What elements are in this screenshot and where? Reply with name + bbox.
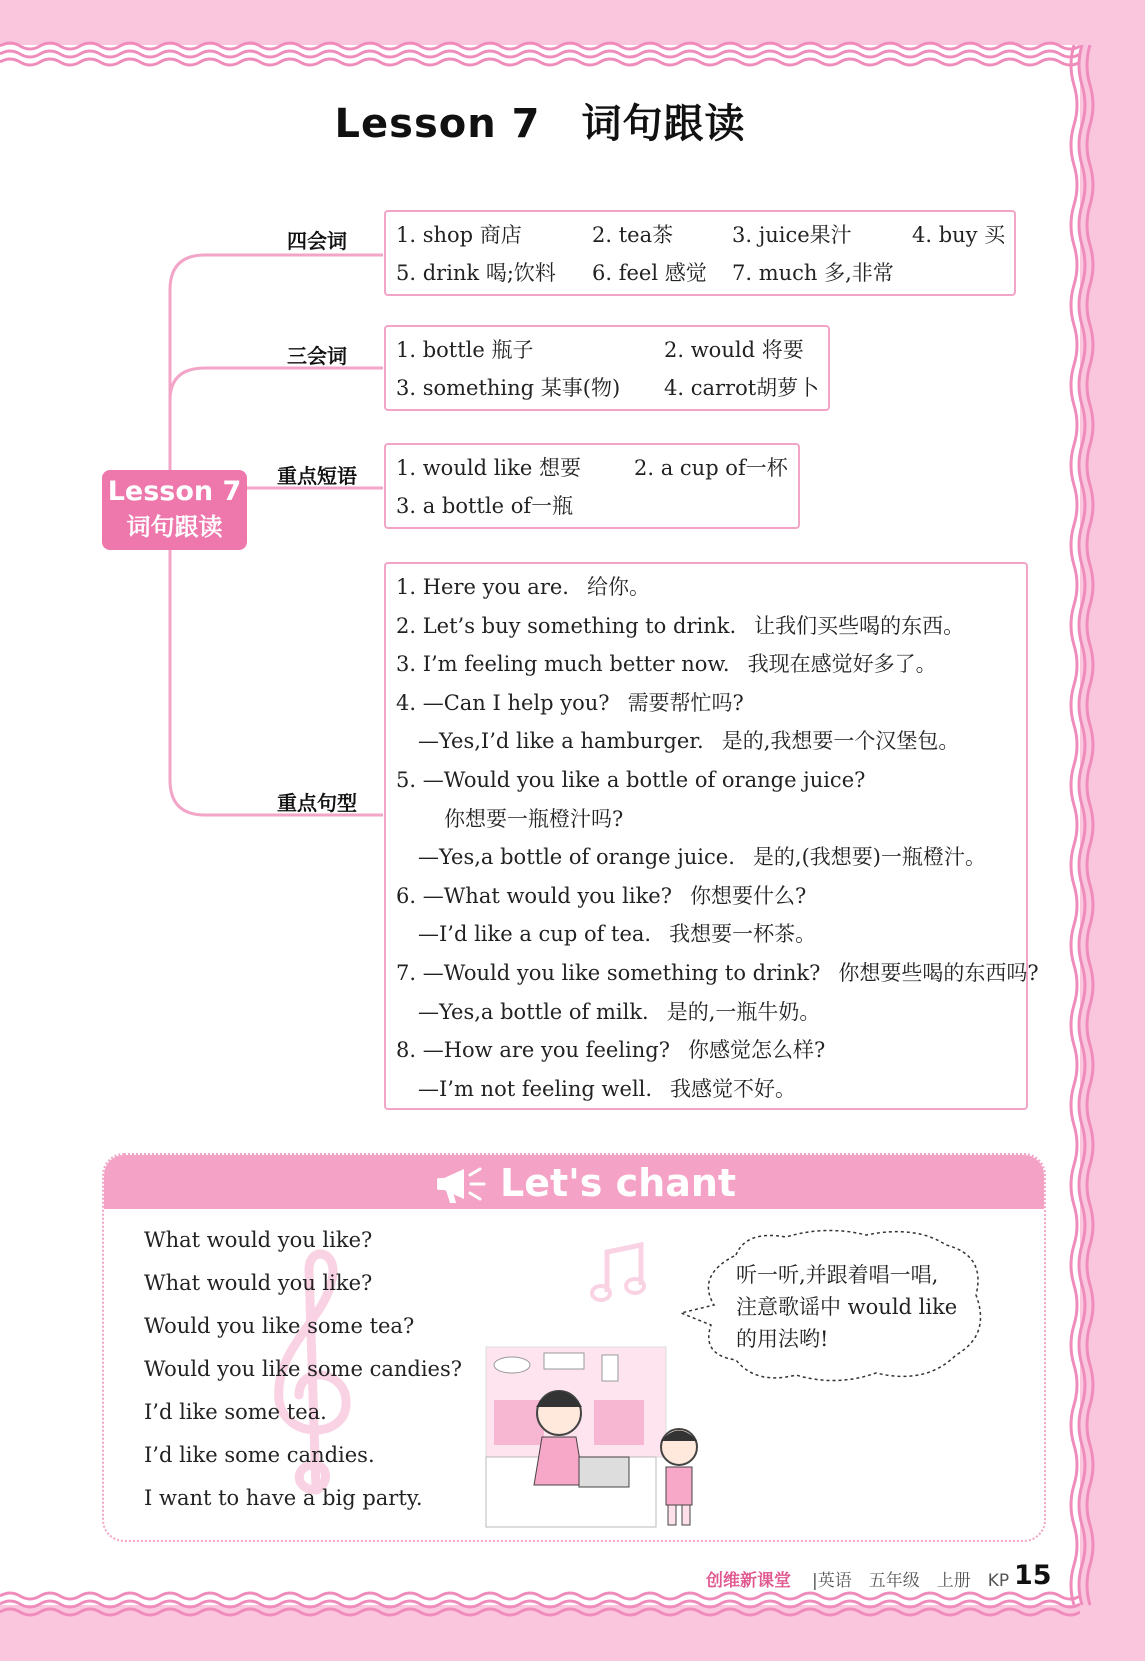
bubble-line: 的用法哟! xyxy=(736,1327,829,1351)
sentence-row xyxy=(396,1031,1016,1070)
sentence-zh: 你想要些喝的东西吗? xyxy=(838,960,1039,985)
chant-line: Would you like some tea? xyxy=(144,1314,415,1338)
chant-line: What would you like? xyxy=(144,1228,373,1252)
phrase-item: 1. would like 想要 xyxy=(396,456,581,480)
category-phrases: 重点短语 xyxy=(277,464,357,488)
three-skill-words-box xyxy=(384,325,830,411)
sentence-zh: 是的,我想要一个汉堡包。 xyxy=(721,729,960,754)
top-wave-border xyxy=(0,40,1080,70)
chant-title: Let's chant xyxy=(500,1161,737,1205)
sentence-en: 2. Let’s buy something to drink. xyxy=(396,613,737,638)
four-skill-words-box xyxy=(384,210,1016,296)
sentence-zh: 需要帮忙吗? xyxy=(627,690,744,715)
word-item: 6. feel 感觉 xyxy=(592,261,707,285)
sentence-row xyxy=(396,954,1039,993)
sentence-row xyxy=(396,722,1016,761)
lesson-tag xyxy=(102,470,247,550)
sentence-row xyxy=(396,838,1016,877)
sentence-en: —Yes,a bottle of orange juice. xyxy=(418,845,735,870)
word-item: 5. drink 喝;饮料 xyxy=(396,261,556,285)
speech-bubble-text xyxy=(736,1259,996,1355)
page-title: Lesson 7 词句跟读 xyxy=(334,101,746,147)
sentence-en: —I’d like a cup of tea. xyxy=(418,922,652,947)
music-note-icon xyxy=(589,1237,649,1307)
sentence-en: 5. —Would you like a bottle of orange juice? xyxy=(396,767,866,792)
sentence-zh: 你感觉怎么样? xyxy=(687,1038,826,1063)
chant-header xyxy=(104,1155,1044,1209)
sentence-zh: 我想要一杯茶。 xyxy=(669,922,817,947)
sentence-en: 8. —How are you feeling? xyxy=(396,1038,670,1063)
footer-brand: 创维新课堂 xyxy=(706,1571,791,1591)
sentence-en: 4. —Can I help you? xyxy=(396,690,610,715)
sentence-en: —Yes,I’d like a hamburger. xyxy=(418,729,704,754)
phrases-box xyxy=(384,443,800,529)
sentence-zh: 给你。 xyxy=(586,575,650,599)
sentences-box xyxy=(384,562,1039,1110)
sentence-row xyxy=(396,568,1016,607)
sentence-row xyxy=(396,645,1016,684)
chant-line: I’d like some candies. xyxy=(144,1443,375,1467)
megaphone-icon xyxy=(434,1161,494,1207)
sentence-en: —Yes,a bottle of milk. xyxy=(418,999,649,1024)
bubble-line: 注意歌谣中 would like xyxy=(736,1295,958,1319)
sentence-zh: 是的,(我想要)一瓶橙汁。 xyxy=(752,845,986,870)
sentence-row xyxy=(396,800,1016,839)
word-item: 3. something 某事(物) xyxy=(396,376,621,400)
page-footer xyxy=(0,1560,1080,1596)
sentence-en: 3. I’m feeling much better now. xyxy=(396,652,730,677)
category-four-skill: 四会词 xyxy=(287,229,347,253)
chant-lines xyxy=(144,1219,462,1520)
word-item: 2. would 将要 xyxy=(664,338,804,362)
chant-line: I want to have a big party. xyxy=(144,1486,423,1510)
sentence-zh: 你想要什么? xyxy=(689,883,807,908)
word-item: 1. bottle 瓶子 xyxy=(396,338,534,362)
category-sentences: 重点句型 xyxy=(277,791,357,815)
word-item: 3. juice果汁 xyxy=(732,223,852,247)
sentence-row xyxy=(396,993,1016,1032)
lesson-tag-line2: 词句跟读 xyxy=(126,513,223,541)
sentence-zh: 你想要一瓶橙汁吗? xyxy=(444,806,624,831)
chant-line: Would you like some candies? xyxy=(144,1357,462,1381)
chant-line: I’d like some tea. xyxy=(144,1400,327,1424)
sentence-zh: 让我们买些喝的东西。 xyxy=(754,613,965,638)
chant-line: What would you like? xyxy=(144,1271,373,1295)
sentence-row xyxy=(396,607,1016,646)
phrase-item: 2. a cup of一杯 xyxy=(634,456,788,480)
word-item: 2. tea茶 xyxy=(592,223,674,247)
word-item: 7. much 多,非常 xyxy=(732,261,894,285)
sentence-en: 1. Here you are. xyxy=(396,575,569,599)
lesson-tag-line1: Lesson 7 xyxy=(107,476,242,507)
bubble-line: 听一听,并跟着唱一唱, xyxy=(736,1263,939,1287)
sentence-row xyxy=(396,915,1016,954)
sentence-zh: 是的,一瓶牛奶。 xyxy=(666,999,821,1024)
chant-panel xyxy=(102,1153,1046,1542)
sentence-row xyxy=(396,761,1016,800)
phrase-item: 3. a bottle of一瓶 xyxy=(396,494,574,518)
sentence-row xyxy=(396,877,1016,916)
sentence-en: —I’m not feeling well. xyxy=(418,1076,653,1101)
right-wave-border xyxy=(1068,45,1108,1615)
sentence-en: 6. —What would you like? xyxy=(396,883,672,908)
word-item: 1. shop 商店 xyxy=(396,223,522,247)
sentence-row xyxy=(396,684,1016,723)
page-number: 15 xyxy=(1014,1560,1052,1591)
sentence-en: 7. —Would you like something to drink? xyxy=(396,960,821,985)
word-item: 4. buy 买 xyxy=(912,223,1006,247)
footer-info: |英语 五年级 上册 KP xyxy=(812,1571,1010,1591)
sentence-row xyxy=(396,1070,1016,1109)
word-item: 4. carrot胡萝卜 xyxy=(664,376,820,400)
category-three-skill: 三会词 xyxy=(287,344,347,368)
sentence-zh: 我感觉不好。 xyxy=(670,1076,797,1101)
sentence-zh: 我现在感觉好多了。 xyxy=(747,652,937,677)
